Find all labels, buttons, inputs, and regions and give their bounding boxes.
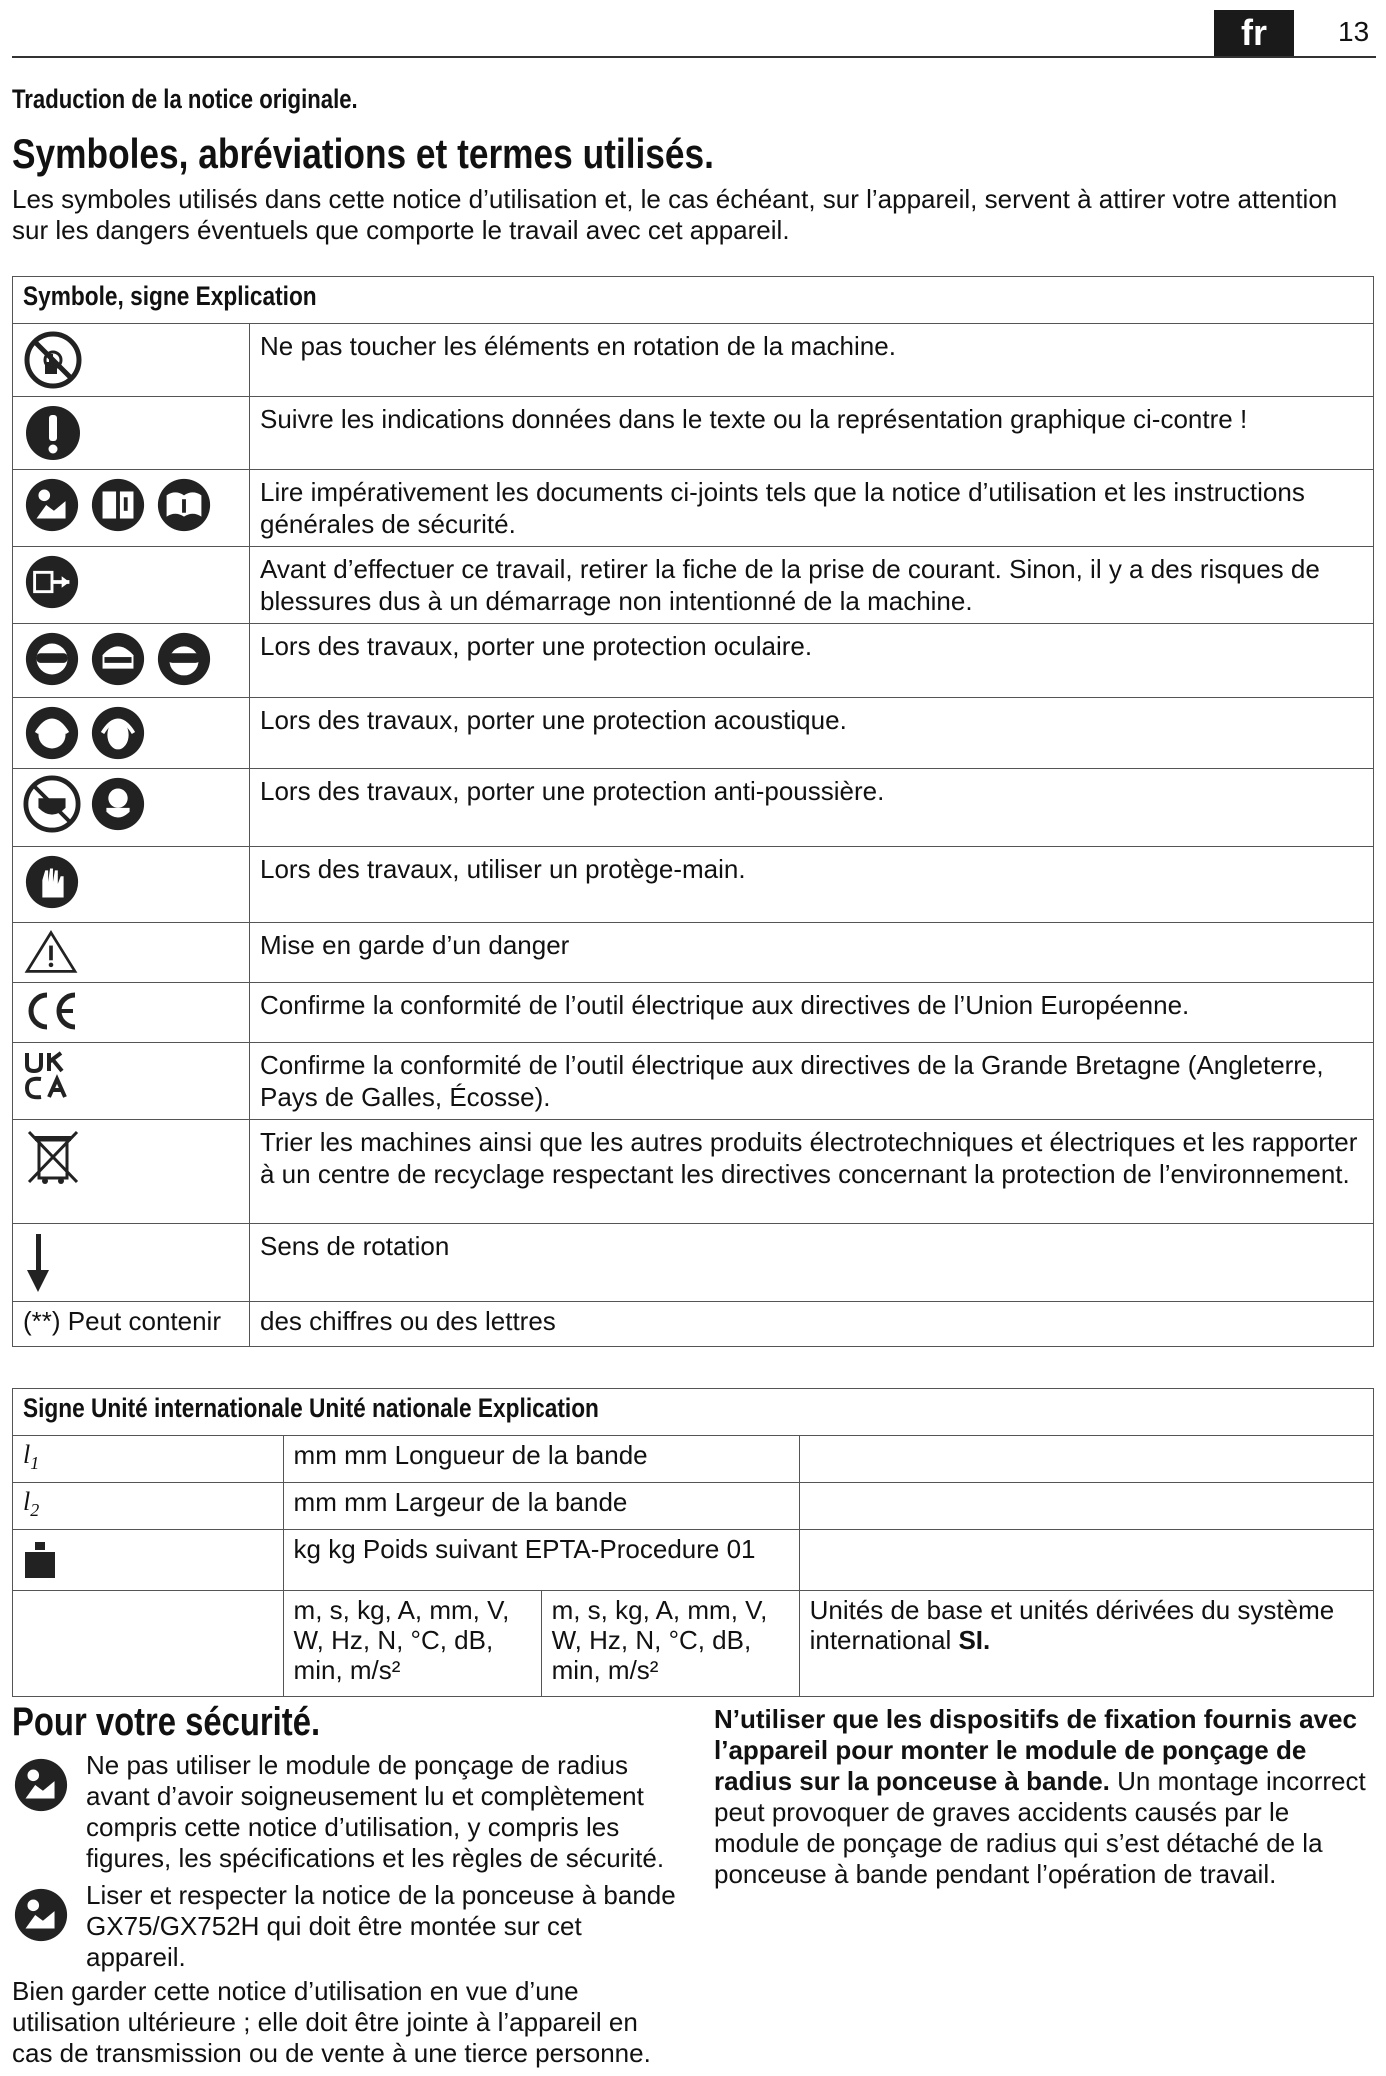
- manual-book-icon: [89, 476, 147, 534]
- table-row: [13, 1436, 1374, 1483]
- symbols-table: [12, 276, 1374, 1347]
- symbol-explanation: Lors des travaux, utiliser un protège-main.: [250, 847, 1374, 923]
- weight-icon: [23, 1540, 57, 1580]
- weee-bin-icon: [23, 1126, 83, 1190]
- face-shield-icon: [89, 630, 147, 688]
- fixation-warning-bold: N’utiliser que les dispositifs de fixation fournis avec l’appareil pour monter le module de ponçage de radius sur la ponceuse à bande.: [714, 1704, 1357, 1796]
- symbol-explanation: Confirme la conformité de l’outil électrique aux directives de l’Union Européenne.: [250, 983, 1374, 1043]
- unit-sign: $l_1$: [13, 1436, 284, 1483]
- table-row: [13, 397, 1374, 470]
- table-row: [13, 470, 1374, 547]
- unit-description: mm mm Largeur de la bande: [283, 1483, 799, 1530]
- symbol-explanation: Lors des travaux, porter une protection acoustique.: [250, 698, 1374, 769]
- table-row: [13, 847, 1374, 923]
- footnote-left: (**) Peut contenir: [13, 1302, 250, 1347]
- no-touch-rotating-icon: [23, 330, 83, 390]
- symbols-table-header: Symbole, signe Explication: [13, 277, 1374, 324]
- ear-protection-alt-icon: [89, 704, 147, 762]
- table-row: [13, 1483, 1374, 1530]
- unit-sign: [13, 1530, 284, 1591]
- footnote-row: [13, 1302, 1374, 1347]
- symbol-explanation: Lire impérativement les documents ci-joints tels que la notice d’utilisation et les instructions générales de sécurité.: [250, 470, 1374, 547]
- read-manual-icon: [23, 476, 81, 534]
- table-row: [13, 769, 1374, 847]
- language-badge: [1214, 10, 1294, 56]
- read-manual-icon: [12, 1886, 70, 1944]
- table-row: [13, 624, 1374, 698]
- unit-sign: $l_2$: [13, 1483, 284, 1530]
- symbol-explanation: Suivre les indications données dans le texte ou la représentation graphique ci-contre !: [250, 397, 1374, 470]
- language-code: fr: [1241, 12, 1267, 53]
- rotation-arrow-icon: [23, 1230, 53, 1294]
- manual-info-icon: [155, 476, 213, 534]
- ukca-mark-icon: [23, 1049, 75, 1101]
- units-table: [12, 1388, 1374, 1697]
- eye-protection-icon: [23, 630, 81, 688]
- safety-paragraph-2: Liser et respecter la notice de la ponceuse à bande GX75/GX752H qui doit être montée sur cet appareil.: [86, 1880, 676, 1972]
- unit-description: kg kg Poids suivant EPTA-Procedure 01: [283, 1530, 799, 1591]
- footnote-right: des chiffres ou des lettres: [250, 1302, 1374, 1347]
- glove-icon: [23, 853, 81, 911]
- page-number: 13: [1338, 16, 1370, 47]
- unplug-icon: [23, 553, 81, 611]
- table-row: [13, 983, 1374, 1043]
- table-row: [13, 1224, 1374, 1302]
- page-title: Symboles, abréviations et termes utilisés.: [12, 130, 714, 177]
- warning-triangle-icon: [23, 929, 79, 975]
- unit-description: mm mm Longueur de la bande: [283, 1436, 799, 1483]
- symbol-explanation: Sens de rotation: [250, 1224, 1374, 1302]
- symbol-explanation: Trier les machines ainsi que les autres produits électrotechniques et électriques et les rapporter à un centre de recyclage respectant les directives concernant la protection de l’environnement.: [250, 1120, 1374, 1224]
- exclamation-icon: [23, 403, 83, 463]
- fixation-warning: [714, 1704, 1374, 1890]
- fixation-warning-text: Un montage incorrect peut provoquer de graves accidents causés par le module de ponçage de radius qui s’est détaché de la ponceuse à bande pendant l’opération de travail.: [714, 1766, 1366, 1889]
- symbol-explanation: Avant d’effectuer ce travail, retirer la fiche de la prise de courant. Sinon, il y a des risques de blessures dus à un démarrage non intentionné de la machine.: [250, 547, 1374, 624]
- table-row: [13, 923, 1374, 983]
- ear-protection-icon: [23, 704, 81, 762]
- table-row: [13, 1530, 1374, 1591]
- translation-note: Traduction de la notice originale.: [12, 84, 358, 114]
- table-row: [13, 1591, 1374, 1697]
- symbol-explanation: Lors des travaux, porter une protection oculaire.: [250, 624, 1374, 698]
- symbol-explanation: Mise en garde d’un danger: [250, 923, 1374, 983]
- units-table-header: Signe Unité internationale Unité nationale Explication: [13, 1389, 1374, 1436]
- read-manual-icon: [12, 1756, 70, 1814]
- table-row: [13, 324, 1374, 397]
- units-explanation: Unités de base et unités dérivées du système international SI.: [799, 1591, 1373, 1697]
- table-row: [13, 1120, 1374, 1224]
- safety-paragraph-1: Ne pas utiliser le module de ponçage de radius avant d’avoir soigneusement lu et complètement compris cette notice d’utilisation, y compris les figures, les spécifications et les règles de sécurité.: [86, 1750, 665, 1873]
- ce-mark-icon: [23, 989, 83, 1033]
- dust-mask-icon: [23, 775, 81, 833]
- table-row: [13, 1043, 1374, 1120]
- safety-heading: Pour votre sécurité.: [12, 1700, 321, 1744]
- symbol-explanation: Confirme la conformité de l’outil électrique aux directives de la Grande Bretagne (Angleterre, Pays de Galles, Écosse).: [250, 1043, 1374, 1120]
- symbol-explanation: Ne pas toucher les éléments en rotation de la machine.: [250, 324, 1374, 397]
- respirator-icon: [89, 775, 147, 833]
- intro-paragraph: Les symboles utilisés dans cette notice d’utilisation et, le cas échéant, sur l’appareil, servent à attirer votre attention sur les dangers éventuels que comporte le travail avec cet appareil.: [12, 184, 1338, 245]
- goggles-icon: [155, 630, 213, 688]
- header-rule: [12, 56, 1376, 58]
- symbol-explanation: Lors des travaux, porter une protection anti-poussière.: [250, 769, 1374, 847]
- table-row: [13, 698, 1374, 769]
- safety-paragraph-3: Bien garder cette notice d’utilisation en vue d’une utilisation ultérieure ; elle doit être jointe à l’appareil en cas de transmission ou de vente à une tierce personne.: [12, 1976, 651, 2068]
- table-row: [13, 547, 1374, 624]
- international-units: m, s, kg, A, mm, V, W, Hz, N, °C, dB, min, m/s²: [283, 1591, 541, 1697]
- national-units: m, s, kg, A, mm, V, W, Hz, N, °C, dB, min, m/s²: [541, 1591, 799, 1697]
